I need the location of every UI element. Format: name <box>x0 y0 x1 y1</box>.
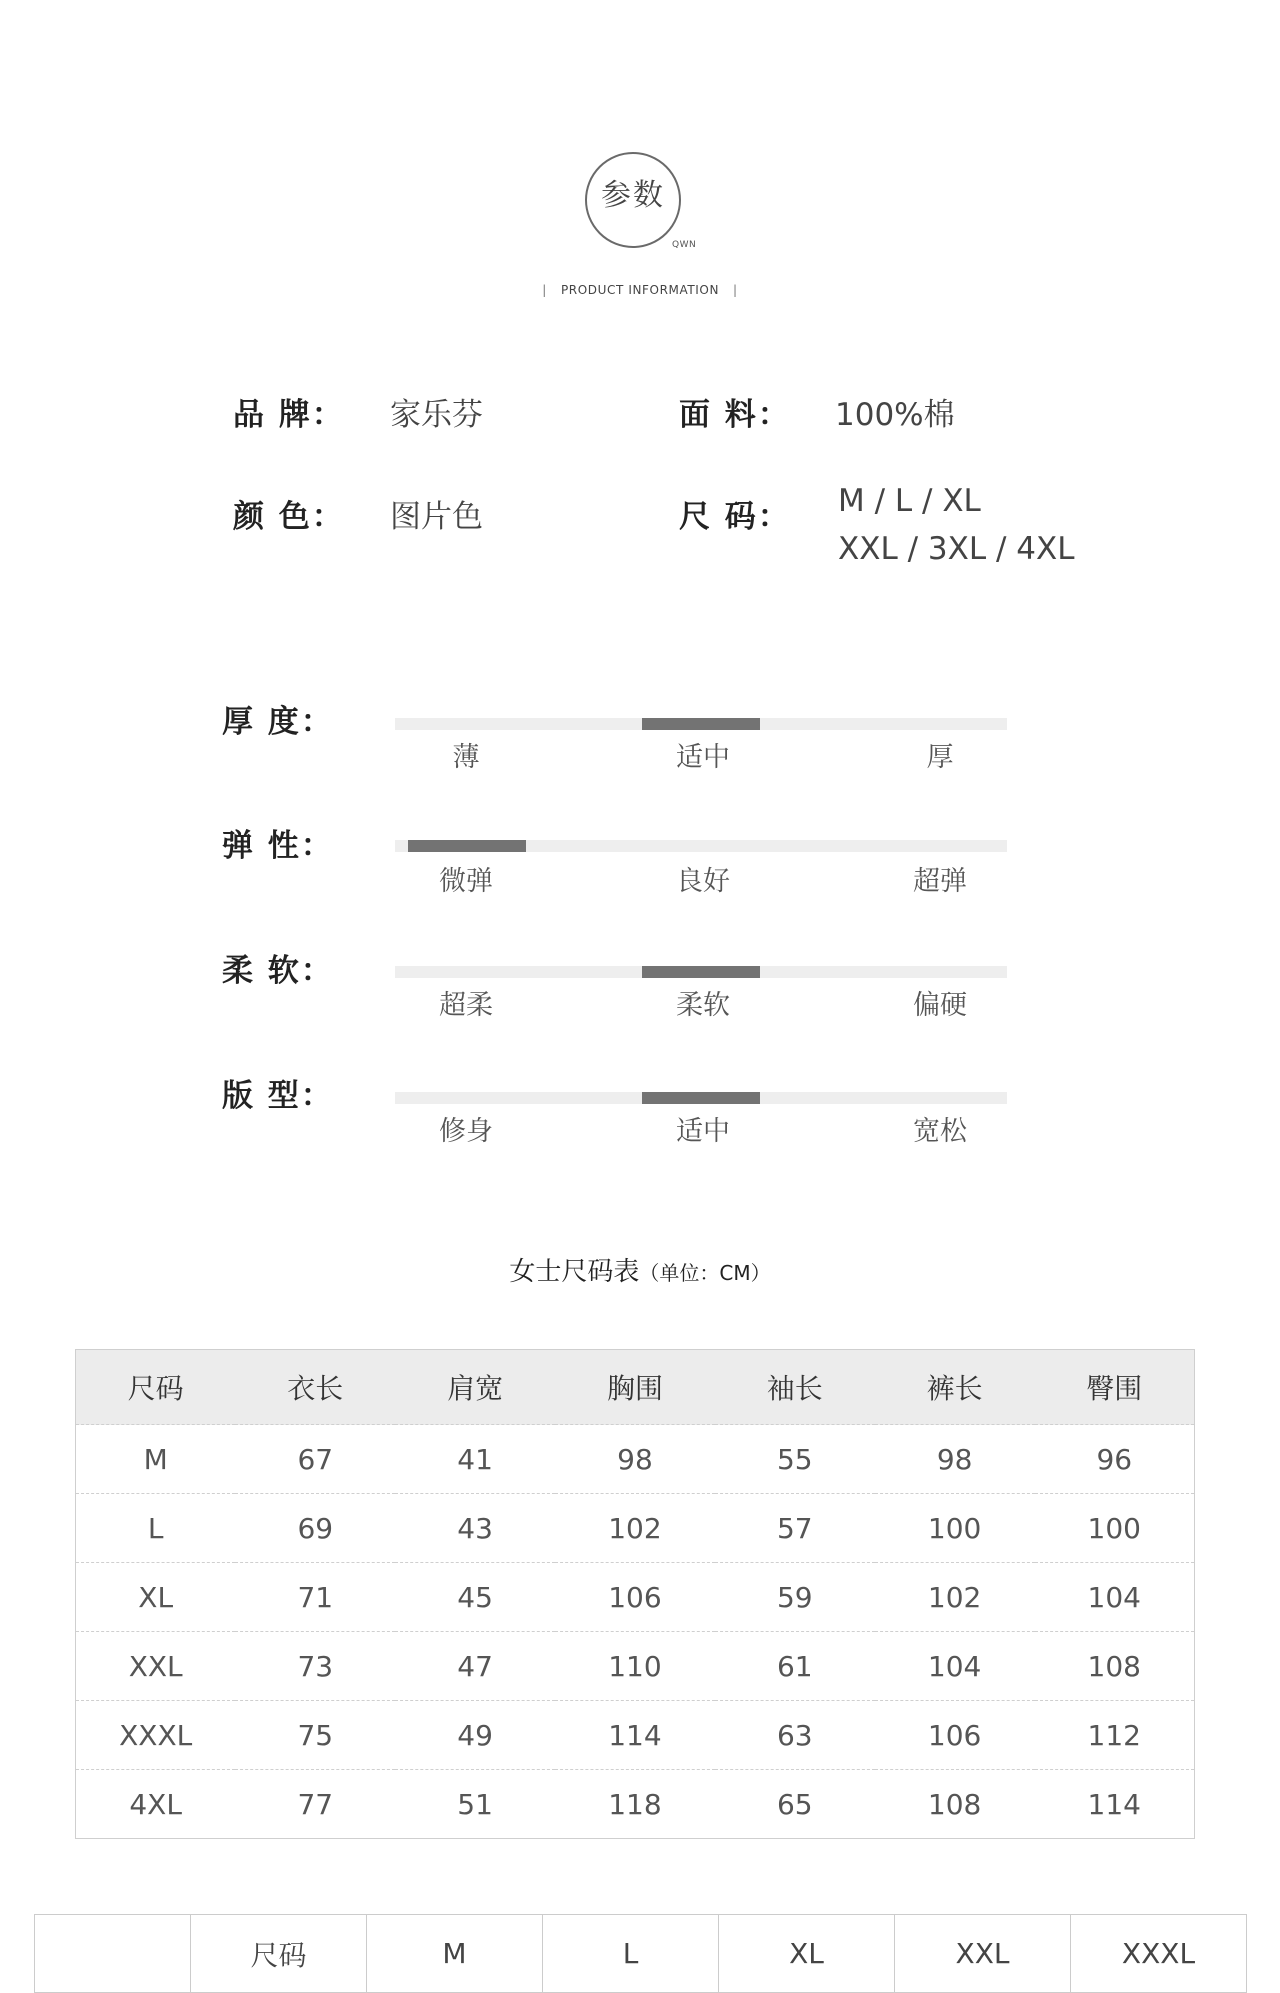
table-cell: XL <box>76 1563 236 1632</box>
table-cell: 104 <box>1035 1563 1195 1632</box>
table-cell: 71 <box>235 1563 395 1632</box>
table-row <box>76 1425 1195 1494</box>
attr-option: 厚 <box>926 742 954 773</box>
table-cell: 118 <box>555 1770 715 1839</box>
table-cell: 114 <box>555 1701 715 1770</box>
table-cell: 61 <box>715 1632 875 1701</box>
table-row <box>76 1632 1195 1701</box>
size-table-header-row <box>76 1350 1195 1425</box>
table-cell: 108 <box>875 1770 1035 1839</box>
size-value-line1: M / L / XL <box>838 483 981 519</box>
subtitle-divider-right: | <box>733 283 738 297</box>
attr-label: 柔 软： <box>222 953 334 989</box>
table-cell: 43 <box>395 1494 555 1563</box>
header-cell: 袖长 <box>715 1350 875 1425</box>
attr-track <box>395 1092 1007 1104</box>
header-cell: 胸围 <box>555 1350 715 1425</box>
bottom-size-table <box>34 1914 1247 1993</box>
table-cell: L <box>76 1494 236 1563</box>
table-cell: 112 <box>1035 1701 1195 1770</box>
table-cell: 102 <box>875 1563 1035 1632</box>
table-row <box>76 1563 1195 1632</box>
table-cell: 41 <box>395 1425 555 1494</box>
size-value-line2: XXL / 3XL / 4XL <box>838 531 1075 567</box>
attr-fill <box>642 718 760 730</box>
table-cell: 49 <box>395 1701 555 1770</box>
table-cell: M <box>76 1425 236 1494</box>
bottom-table-cell: XXXL <box>1071 1915 1247 1993</box>
header-cell: 臀围 <box>1035 1350 1195 1425</box>
color-value: 图片色 <box>390 499 483 535</box>
table-row <box>76 1701 1195 1770</box>
header-badge-code: QWN <box>672 240 697 250</box>
attr-option: 修身 <box>439 1116 493 1147</box>
table-cell: 73 <box>235 1632 395 1701</box>
color-label: 颜 色： <box>233 499 345 535</box>
table-cell: 98 <box>555 1425 715 1494</box>
bottom-table-cell: XL <box>719 1915 895 1993</box>
table-cell: 106 <box>555 1563 715 1632</box>
header-cell: 裤长 <box>875 1350 1035 1425</box>
attr-option: 柔软 <box>676 990 730 1021</box>
table-cell: 106 <box>875 1701 1035 1770</box>
table-cell: 59 <box>715 1563 875 1632</box>
table-row <box>76 1770 1195 1839</box>
bottom-table-cell: L <box>543 1915 719 1993</box>
header-subtitle <box>520 283 760 297</box>
table-cell: 100 <box>875 1494 1035 1563</box>
fabric-value: 100%棉 <box>835 397 955 433</box>
attr-track <box>395 840 1007 852</box>
header-cell: 衣长 <box>235 1350 395 1425</box>
table-cell: 102 <box>555 1494 715 1563</box>
table-cell: 63 <box>715 1701 875 1770</box>
size-label: 尺 码： <box>679 499 791 535</box>
table-cell: 69 <box>235 1494 395 1563</box>
attr-option: 宽松 <box>913 1116 967 1147</box>
table-cell: 47 <box>395 1632 555 1701</box>
size-table <box>75 1349 1195 1839</box>
table-cell: 45 <box>395 1563 555 1632</box>
bottom-table-cell: XXL <box>895 1915 1071 1993</box>
attr-option: 薄 <box>452 742 480 773</box>
table-cell: XXXL <box>76 1701 236 1770</box>
header-cell: 尺码 <box>76 1350 236 1425</box>
brand-value: 家乐芬 <box>390 397 483 433</box>
subtitle-divider-left: | <box>542 283 547 297</box>
size-table-unit: （单位：CM） <box>639 1261 771 1285</box>
table-cell: XXL <box>76 1632 236 1701</box>
attr-fill <box>408 840 526 852</box>
attr-option: 微弹 <box>439 866 493 897</box>
attr-track <box>395 966 1007 978</box>
table-cell: 57 <box>715 1494 875 1563</box>
table-cell: 65 <box>715 1770 875 1839</box>
size-table-title <box>0 1252 1280 1293</box>
table-row <box>76 1494 1195 1563</box>
attr-fill <box>642 1092 760 1104</box>
attr-label: 版 型： <box>222 1078 334 1114</box>
table-cell: 96 <box>1035 1425 1195 1494</box>
fabric-label: 面 料： <box>679 397 791 433</box>
size-table-title-text: 女士尺码表 <box>509 1257 640 1287</box>
table-cell: 77 <box>235 1770 395 1839</box>
header-cell: 肩宽 <box>395 1350 555 1425</box>
table-cell: 55 <box>715 1425 875 1494</box>
table-cell: 98 <box>875 1425 1035 1494</box>
attr-option: 适中 <box>676 742 730 773</box>
attr-option: 适中 <box>676 1116 730 1147</box>
attr-label: 厚 度： <box>222 704 334 740</box>
table-cell: 51 <box>395 1770 555 1839</box>
attr-track <box>395 718 1007 730</box>
table-cell: 114 <box>1035 1770 1195 1839</box>
table-cell: 108 <box>1035 1632 1195 1701</box>
table-cell: 110 <box>555 1632 715 1701</box>
table-cell: 75 <box>235 1701 395 1770</box>
bottom-table-cell: 尺码 <box>191 1915 367 1993</box>
bottom-table-cell: M <box>367 1915 543 1993</box>
table-cell: 100 <box>1035 1494 1195 1563</box>
brand-label: 品 牌： <box>233 397 345 433</box>
attr-option: 超弹 <box>913 866 967 897</box>
table-cell: 104 <box>875 1632 1035 1701</box>
attr-fill <box>642 966 760 978</box>
subtitle-text: PRODUCT INFORMATION <box>560 283 720 297</box>
header-badge-title: 参数 <box>601 178 665 213</box>
table-cell: 67 <box>235 1425 395 1494</box>
attr-label: 弹 性： <box>222 828 334 864</box>
table-cell: 4XL <box>76 1770 236 1839</box>
attr-option: 超柔 <box>439 990 493 1021</box>
attr-option: 良好 <box>676 866 730 897</box>
attr-option: 偏硬 <box>913 990 967 1021</box>
